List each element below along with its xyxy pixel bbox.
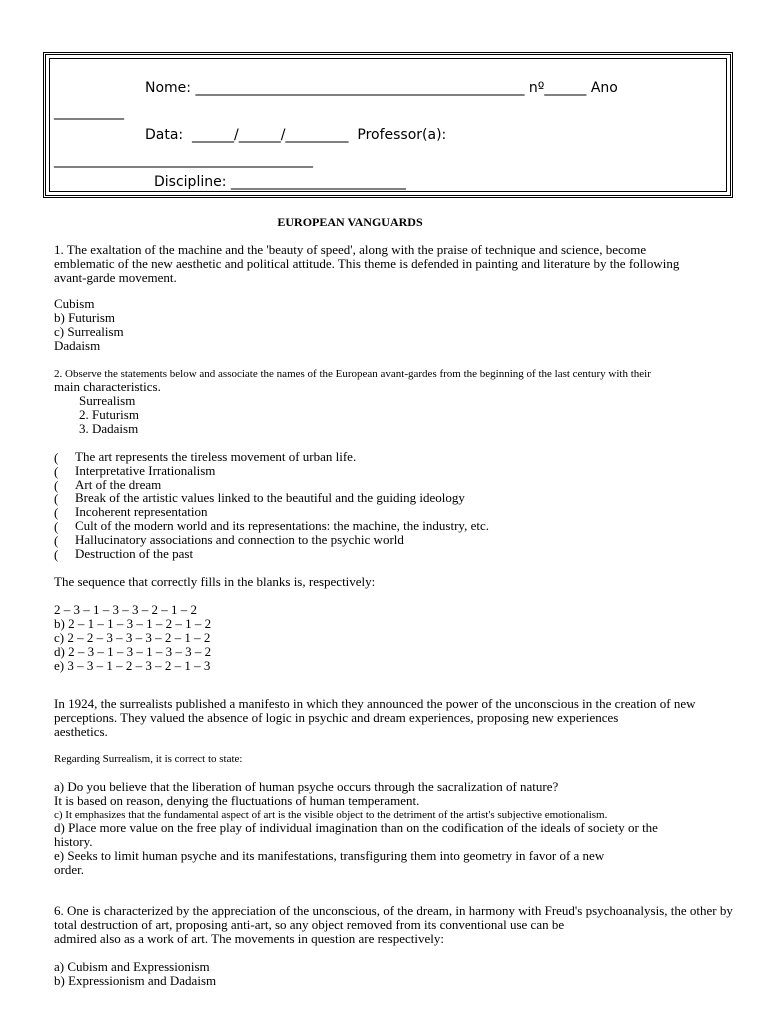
- q1-text-line1: 1. The exaltation of the machine and the 'beauty of speed', along with the praise of technique and science, become: [54, 242, 647, 257]
- q2-text-line2: main characteristics.: [54, 379, 161, 394]
- q2-movement-futurism: 2. Futurism: [79, 407, 139, 422]
- q2-sequence-prompt: The sequence that correctly fills in the blanks is, respectively:: [54, 574, 376, 589]
- q1-option-cubism: Cubism: [54, 296, 95, 311]
- year-field-continuation[interactable]: __________: [54, 104, 124, 120]
- q3-text-line3: aesthetics.: [54, 724, 108, 739]
- q3-option-d-line1: d) Place more value on the free play of individual imagination than on the codification of the ideals of society or the: [54, 820, 658, 835]
- statement-item: Destruction of the past: [75, 546, 194, 561]
- q2-answer-b: b) 2 – 1 – 1 – 3 – 1 – 2 – 1 – 2: [54, 616, 212, 631]
- q1-text-line3: avant-garde movement.: [54, 270, 177, 285]
- q6-text-line1: 6. One is characterized by the appreciation of the unconscious, of the dream, in harmony with Freud's psychoanalysis, the other by: [54, 903, 733, 918]
- q1-text-line2: emblematic of the new aesthetic and political attitude. This theme is defended in painting and literature by the following: [54, 256, 680, 271]
- date-professor-line[interactable]: Data: ______/______/_________ Professor(a):: [145, 127, 447, 143]
- q3-option-d-line2: history.: [54, 834, 93, 849]
- blank-paren[interactable]: (: [54, 505, 59, 520]
- statement-item: Art of the dream: [75, 477, 162, 492]
- q3-prompt: Regarding Surrealism, it is correct to state:: [54, 753, 243, 765]
- blank-paren[interactable]: (: [54, 533, 59, 548]
- blank-paren[interactable]: (: [54, 547, 59, 562]
- name-field-line[interactable]: Nome: _______________________________________________ nº______ Ano: [145, 80, 618, 96]
- q1-option-futurism: b) Futurism: [54, 310, 116, 325]
- q2-movement-dadaism: 3. Dadaism: [79, 421, 139, 436]
- page-title: EUROPEAN VANGUARDS: [277, 215, 423, 229]
- q3-option-b: It is based on reason, denying the fluctuations of human temperament.: [54, 793, 420, 808]
- q2-movement-surrealism: Surrealism: [79, 393, 136, 408]
- q6-text-line2: total destruction of art, proposing anti-art, so any object removed from its conventional use can be: [54, 917, 565, 932]
- q3-option-e-line2: order.: [54, 862, 84, 877]
- q6-option-b: b) Expressionism and Dadaism: [54, 973, 217, 988]
- statement-item: Hallucinatory associations and connection to the psychic world: [75, 532, 404, 547]
- q2-answer-c: c) 2 – 2 – 3 – 3 – 3 – 2 – 1 – 2: [54, 630, 211, 645]
- q1-option-dadaism: Dadaism: [54, 338, 101, 353]
- statement-item: Incoherent representation: [75, 504, 208, 519]
- statement-item: The art represents the tireless movement of urban life.: [75, 449, 357, 464]
- header-inner-border: [49, 58, 727, 192]
- discipline-field-line[interactable]: Discipline: _________________________: [154, 174, 406, 190]
- q3-text-line1: In 1924, the surrealists published a manifesto in which they announced the power of the unconscious in the creation of new: [54, 696, 696, 711]
- professor-field-continuation[interactable]: _____________________________________: [54, 152, 313, 168]
- blank-paren[interactable]: (: [54, 519, 59, 534]
- q6-option-a: a) Cubism and Expressionism: [54, 959, 210, 974]
- q2-text-line1: 2. Observe the statements below and associate the names of the European avant-gardes from the beginning of the last century with their: [54, 368, 651, 380]
- blank-paren[interactable]: (: [54, 450, 59, 465]
- q3-option-a: a) Do you believe that the liberation of human psyche occurs through the sacralization of nature?: [54, 779, 559, 794]
- q2-answer-d: d) 2 – 3 – 1 – 3 – 1 – 3 – 3 – 2: [54, 644, 212, 659]
- statement-item: Break of the artistic values linked to the beautiful and the guiding ideology: [75, 490, 465, 505]
- blank-paren[interactable]: (: [54, 464, 59, 479]
- q2-answer-a: 2 – 3 – 1 – 3 – 3 – 2 – 1 – 2: [54, 602, 197, 617]
- q3-option-e-line1: e) Seeks to limit human psyche and its manifestations, transfiguring them into geometry in favor of a new: [54, 848, 605, 863]
- statement-item: Cult of the modern world and its representations: the machine, the industry, etc.: [75, 518, 489, 533]
- blank-paren[interactable]: (: [54, 491, 59, 506]
- q6-text-line3: admired also as a work of art. The movements in question are respectively:: [54, 931, 444, 946]
- q3-text-line2: perceptions. They valued the absence of logic in psychic and dream experiences, proposing new experiences: [54, 710, 619, 725]
- statement-item: Interpretative Irrationalism: [75, 463, 216, 478]
- q3-option-c: c) It emphasizes that the fundamental aspect of art is the visible object to the detriment of the artist's subjective emotionalism.: [54, 809, 608, 821]
- q2-answer-e: e) 3 – 3 – 1 – 2 – 3 – 2 – 1 – 3: [54, 658, 211, 673]
- blank-paren[interactable]: (: [54, 478, 59, 493]
- q1-option-surrealism: c) Surrealism: [54, 324, 124, 339]
